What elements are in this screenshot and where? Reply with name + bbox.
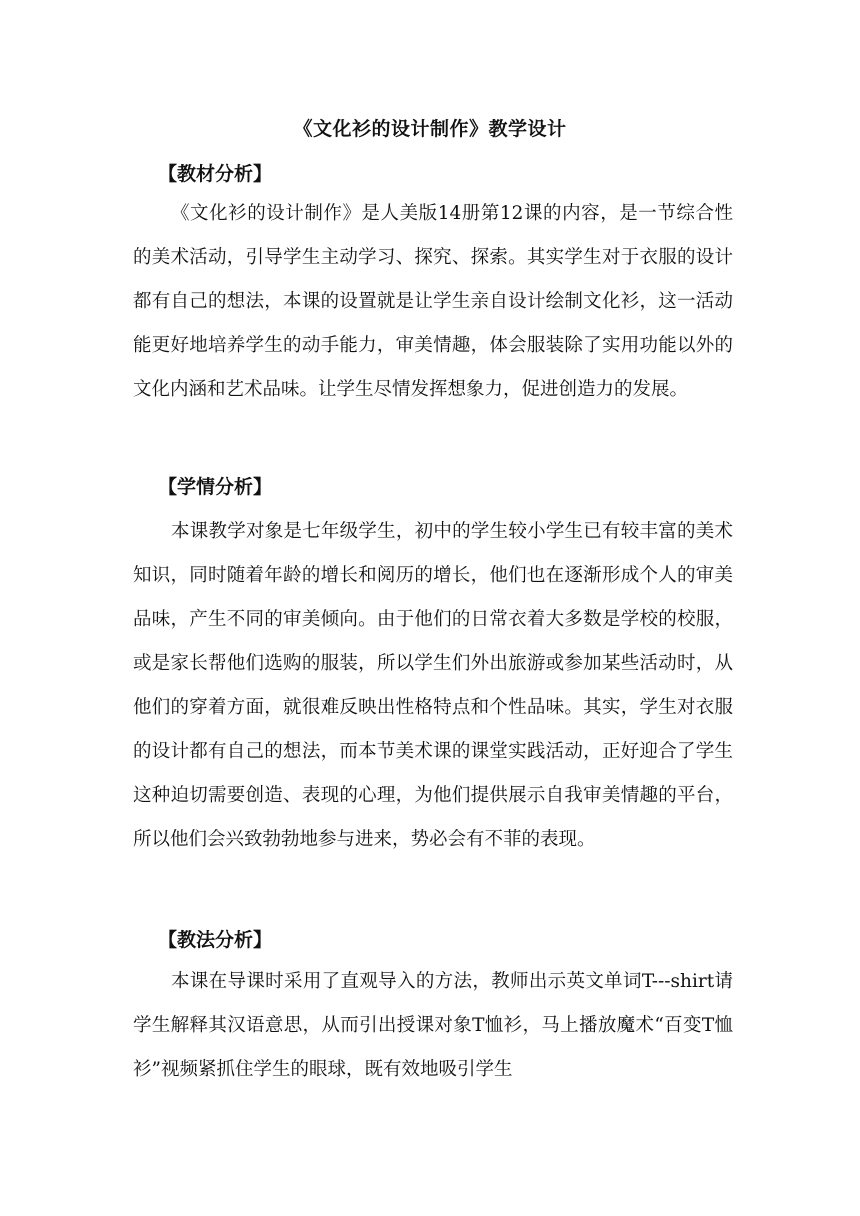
- section-heading-teaching-method-analysis: 【教法分析】: [158, 929, 273, 951]
- section-heading-textbook-analysis: 【教材分析】: [158, 163, 273, 185]
- section-paragraph-student-analysis: 本课教学对象是七年级学生，初中的学生较小学生已有较丰富的美术知识，同时随着年龄的增长和阅历的增长，他们也在逐渐形成个人的审美品味，产生不同的审美倾向。由于他们的日常衣着大多数是学校的校服，或是家长帮他们选购的服装，所以学生们外出旅游或参加某些活动时，从他们的穿着方面，就很难反映出性格特点和个性品味。其实，学生对衣服的设计都有自己的想法，而本节美术课的课堂实践活动，正好迎合了学生这种迫切需要创造、表现的心理，为他们提供展示自我审美情趣的平台，所以他们会兴致勃勃地参与进来，势必会有不菲的表现。: [133, 521, 733, 850]
- section-paragraph-teaching-method-analysis: 本课在导课时采用了直观导入的方法，教师出示英文单词T---shirt请学生解释其汉语意思，从而引出授课对象T恤衫，马上播放魔术“百变T恤衫”视频紧抓住学生的眼球，既有效地吸引学生: [133, 971, 733, 1080]
- document-title: 《文化衫的设计制作》教学设计: [293, 118, 567, 140]
- section-heading-student-analysis: 【学情分析】: [158, 476, 273, 498]
- section-paragraph-textbook-analysis: 《文化衫的设计制作》是人美版14册第12课的内容，是一节综合性的美术活动，引导学生主动学习、探究、探索。其实学生对于衣服的设计都有自己的想法，本课的设置就是让学生亲自设计绘制文化衫，这一活动能更好地培养学生的动手能力，审美情趣，体会服装除了实用功能以外的文化内涵和艺术品味。让学生尽情发挥想象力，促进创造力的发展。: [133, 203, 733, 400]
